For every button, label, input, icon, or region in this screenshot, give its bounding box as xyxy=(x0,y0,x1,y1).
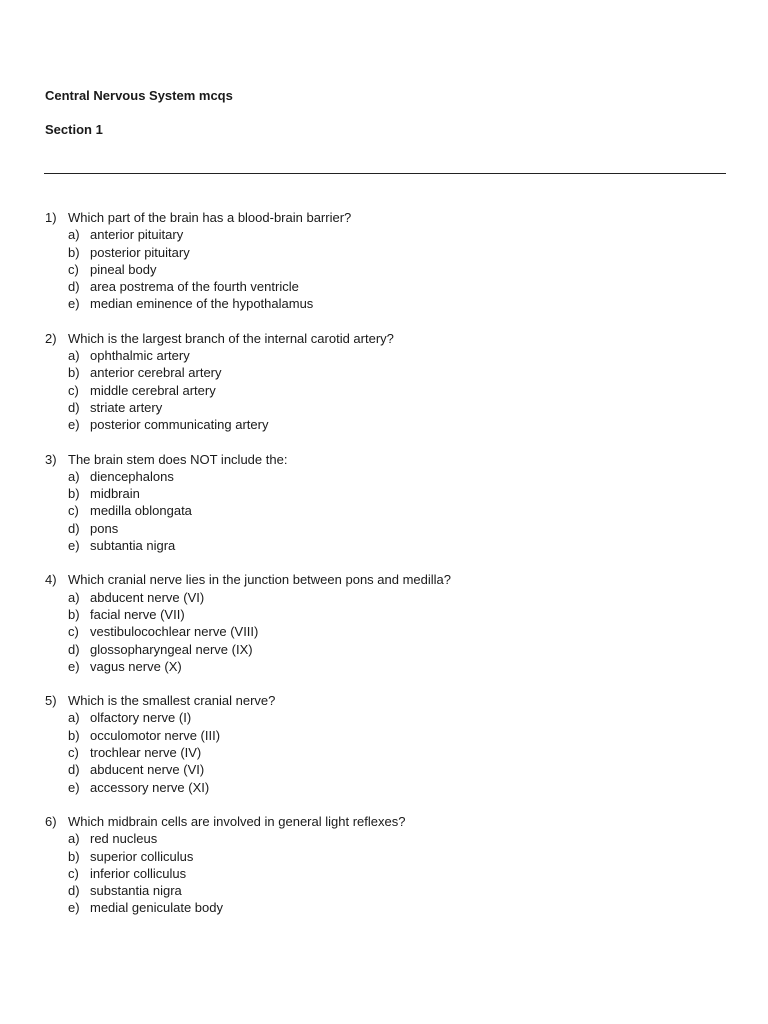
option-letter: a) xyxy=(68,348,80,364)
option-text: accessory nerve (XI) xyxy=(90,779,210,795)
question-text: Which is the largest branch of the internal carotid artery? xyxy=(68,330,394,346)
answer-option xyxy=(45,226,725,243)
option-text: striate artery xyxy=(90,399,163,415)
answer-option xyxy=(45,744,725,761)
answer-option xyxy=(45,468,725,485)
answer-option xyxy=(45,537,725,554)
option-text: median eminence of the hypothalamus xyxy=(90,296,314,312)
option-letter: b) xyxy=(68,486,80,502)
option-text: diencephalons xyxy=(90,468,174,484)
option-text: pineal body xyxy=(90,261,157,277)
option-letter: c) xyxy=(68,503,79,519)
option-text: inferior colliculus xyxy=(90,865,187,881)
option-letter: c) xyxy=(68,624,79,640)
option-text: superior colliculus xyxy=(90,848,194,864)
answer-option xyxy=(45,882,725,899)
option-letter: d) xyxy=(68,399,80,415)
option-text: posterior communicating artery xyxy=(90,417,269,433)
option-text: olfactory nerve (I) xyxy=(90,710,192,726)
answer-option xyxy=(45,641,725,658)
question-number: 2) xyxy=(45,330,57,346)
question-number: 6) xyxy=(45,813,57,829)
option-letter: b) xyxy=(68,727,80,743)
answer-option xyxy=(45,606,725,623)
answer-option xyxy=(45,244,725,261)
answer-option xyxy=(45,502,725,519)
question-text: Which is the smallest cranial nerve? xyxy=(68,693,276,709)
answer-option xyxy=(45,709,725,726)
question-stem xyxy=(45,451,725,468)
option-letter: d) xyxy=(68,883,80,899)
question-number: 1) xyxy=(45,210,57,225)
option-text: ophthalmic artery xyxy=(90,348,190,364)
option-letter: d) xyxy=(68,762,80,778)
option-text: posterior pituitary xyxy=(90,244,190,260)
option-letter: a) xyxy=(68,227,80,243)
option-letter: e) xyxy=(68,296,80,312)
question-text: The brain stem does NOT include the: xyxy=(68,451,288,467)
answer-option xyxy=(45,727,725,744)
option-text: vestibulocochlear nerve (VIII) xyxy=(90,624,259,640)
question-number: 4) xyxy=(45,572,57,588)
answer-option xyxy=(45,761,725,778)
answer-option xyxy=(45,779,725,796)
question-text: Which cranial nerve lies in the junction between pons and medilla? xyxy=(68,572,451,588)
option-text: subtantia nigra xyxy=(90,538,176,554)
question-stem xyxy=(45,813,725,830)
option-text: abducent nerve (VI) xyxy=(90,589,205,605)
answer-option xyxy=(45,865,725,882)
option-letter: b) xyxy=(68,244,80,260)
horizontal-divider xyxy=(44,173,726,174)
option-text: occulomotor nerve (III) xyxy=(90,727,221,743)
answer-option xyxy=(45,520,725,537)
option-text: red nucleus xyxy=(90,831,158,847)
option-text: vagus nerve (X) xyxy=(90,658,182,674)
question-6 xyxy=(45,813,725,917)
answer-option xyxy=(45,623,725,640)
option-letter: a) xyxy=(68,710,80,726)
option-letter: c) xyxy=(68,865,79,881)
option-text: anterior cerebral artery xyxy=(90,365,222,381)
option-letter: b) xyxy=(68,848,80,864)
option-letter: e) xyxy=(68,900,80,916)
option-letter: e) xyxy=(68,538,80,554)
answer-option xyxy=(45,848,725,865)
question-4 xyxy=(45,571,725,675)
option-text: substantia nigra xyxy=(90,883,182,899)
question-stem xyxy=(45,209,725,226)
option-letter: b) xyxy=(68,606,80,622)
option-letter: c) xyxy=(68,745,79,761)
option-letter: b) xyxy=(68,365,80,381)
option-text: middle cerebral artery xyxy=(90,382,216,398)
option-letter: d) xyxy=(68,520,80,536)
question-text: Which part of the brain has a blood-brain barrier? xyxy=(68,210,352,225)
option-text: pons xyxy=(90,520,119,536)
answer-option xyxy=(45,658,725,675)
answer-option xyxy=(45,364,725,381)
answer-option xyxy=(45,382,725,399)
answer-option xyxy=(45,399,725,416)
question-number: 3) xyxy=(45,451,57,467)
answer-option xyxy=(45,295,725,312)
option-letter: e) xyxy=(68,779,80,795)
answer-option xyxy=(45,347,725,364)
option-text: medilla oblongata xyxy=(90,503,192,519)
option-letter: a) xyxy=(68,468,80,484)
answer-option xyxy=(45,278,725,295)
option-letter: a) xyxy=(68,831,80,847)
option-letter: e) xyxy=(68,417,80,433)
question-2 xyxy=(45,330,725,434)
answer-option xyxy=(45,899,725,916)
option-text: facial nerve (VII) xyxy=(90,606,185,622)
question-list xyxy=(45,209,725,934)
answer-option xyxy=(45,416,725,433)
option-letter: a) xyxy=(68,589,80,605)
option-letter: d) xyxy=(68,279,80,295)
question-number: 5) xyxy=(45,693,57,709)
question-5 xyxy=(45,692,725,796)
answer-option xyxy=(45,261,725,278)
option-text: medial geniculate body xyxy=(90,900,223,916)
option-text: abducent nerve (VI) xyxy=(90,762,205,778)
question-stem xyxy=(45,692,725,709)
question-text: Which midbrain cells are involved in general light reflexes? xyxy=(68,813,406,829)
question-3 xyxy=(45,451,725,555)
option-text: trochlear nerve (IV) xyxy=(90,745,202,761)
document-title: Central Nervous System mcqs xyxy=(45,88,233,103)
option-text: area postrema of the fourth ventricle xyxy=(90,279,299,295)
question-stem xyxy=(45,571,725,588)
section-title: Section 1 xyxy=(45,122,103,137)
option-text: glossopharyngeal nerve (IX) xyxy=(90,641,253,657)
option-letter: d) xyxy=(68,641,80,657)
answer-option xyxy=(45,830,725,847)
answer-option xyxy=(45,589,725,606)
option-letter: c) xyxy=(68,261,79,277)
option-text: anterior pituitary xyxy=(90,227,184,243)
option-text: midbrain xyxy=(90,486,140,502)
question-1 xyxy=(45,209,725,313)
option-letter: c) xyxy=(68,382,79,398)
option-letter: e) xyxy=(68,658,80,674)
answer-option xyxy=(45,485,725,502)
question-stem xyxy=(45,330,725,347)
